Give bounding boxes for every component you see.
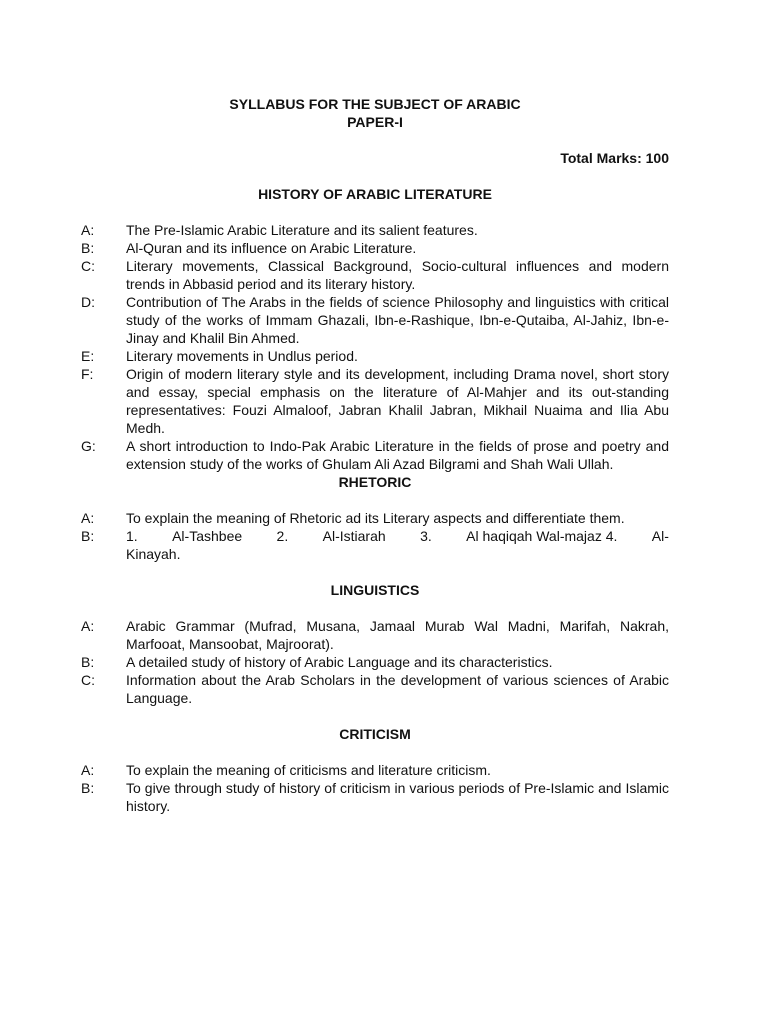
item-label: A: bbox=[81, 510, 95, 526]
section-heading-history: HISTORY OF ARABIC LITERATURE bbox=[258, 186, 492, 202]
item-label: C: bbox=[81, 258, 95, 274]
section-heading-linguistics: LINGUISTICS bbox=[330, 582, 420, 598]
item-text: A short introduction to Indo-Pak Arabic Literature in the fields of prose and poetry and extension study of the works of Ghulam Ali Azad Bilgrami and Shah Wali Ullah. bbox=[126, 438, 669, 472]
item-label: E: bbox=[81, 348, 95, 364]
item-label: C: bbox=[81, 672, 95, 688]
item-label: A: bbox=[81, 762, 95, 778]
list-item bbox=[81, 509, 669, 527]
paper-title: PAPER-I bbox=[347, 114, 403, 130]
section-heading-criticism: CRITICISM bbox=[339, 726, 411, 742]
rhetoric-topics-line bbox=[126, 527, 669, 545]
item-label: B: bbox=[81, 240, 95, 256]
list-item bbox=[81, 365, 669, 437]
item-label: G: bbox=[81, 438, 96, 454]
list-item bbox=[81, 257, 669, 293]
item-text: Contribution of The Arabs in the fields of science Philosophy and linguistics with critical study of the works of Immam Ghazali, Ibn-e-Rashique, Ibn-e-Qutaiba, Al-Jahiz, Ibn-e-Jinay and Khalil Bin Ahmed. bbox=[126, 294, 669, 346]
list-item bbox=[81, 347, 669, 365]
topic-part: 1. bbox=[126, 528, 138, 544]
list-item bbox=[81, 239, 669, 257]
item-text: Origin of modern literary style and its development, including Drama novel, short story and essay, special emphasis on the literature of Al-Mahjer and its out-standing representatives: Fouzi Almaloof, Jabran Khalil Jabran, Mikhail Nuaima and Ilia Abu Medh. bbox=[126, 366, 669, 436]
item-text bbox=[126, 527, 669, 563]
item-text: Literary movements in Undlus period. bbox=[126, 348, 358, 364]
list-item bbox=[81, 671, 669, 707]
item-text: A detailed study of history of Arabic Language and its characteristics. bbox=[126, 654, 553, 670]
topic-line2: Kinayah. bbox=[126, 546, 181, 562]
item-text: To give through study of history of criticism in various periods of Pre-Islamic and Islamic history. bbox=[126, 780, 669, 814]
list-item bbox=[81, 221, 669, 239]
item-label: F: bbox=[81, 366, 94, 382]
list-item bbox=[81, 653, 669, 671]
document-title: SYLLABUS FOR THE SUBJECT OF ARABIC bbox=[229, 96, 521, 112]
item-text: Literary movements, Classical Background, Socio-cultural influences and modern trends in Abbasid period and its literary history. bbox=[126, 258, 669, 292]
criticism-list bbox=[81, 761, 669, 815]
topic-part: Al haqiqah Wal-majaz 4. bbox=[466, 528, 618, 544]
section-heading-rhetoric: RHETORIC bbox=[338, 474, 412, 490]
topic-part: Al- bbox=[651, 528, 669, 544]
history-list bbox=[81, 221, 669, 473]
topic-part: 2. bbox=[276, 528, 289, 544]
list-item bbox=[81, 437, 669, 473]
linguistics-list bbox=[81, 617, 669, 707]
total-marks: Total Marks: 100 bbox=[560, 150, 669, 166]
rhetoric-list bbox=[81, 509, 669, 563]
topic-part: Al-Istiarah bbox=[322, 528, 386, 544]
topic-part: 3. bbox=[420, 528, 432, 544]
topic-part: Al-Tashbee bbox=[172, 528, 243, 544]
item-label: B: bbox=[81, 528, 95, 544]
item-label: B: bbox=[81, 654, 95, 670]
syllabus-document bbox=[81, 95, 669, 815]
item-text: The Pre-Islamic Arabic Literature and its salient features. bbox=[126, 222, 478, 238]
item-text: To explain the meaning of Rhetoric ad its Literary aspects and differentiate them. bbox=[126, 510, 625, 526]
item-text: Arabic Grammar (Mufrad, Musana, Jamaal Murab Wal Madni, Marifah, Nakrah, Marfooat, Mansoobat, Majroorat). bbox=[126, 618, 669, 652]
list-item bbox=[81, 761, 669, 779]
list-item bbox=[81, 779, 669, 815]
item-label: B: bbox=[81, 780, 95, 796]
list-item bbox=[81, 617, 669, 653]
list-item bbox=[81, 527, 669, 563]
item-label: D: bbox=[81, 294, 95, 310]
item-text: Information about the Arab Scholars in the development of various sciences of Arabic Language. bbox=[126, 672, 669, 706]
item-text: To explain the meaning of criticisms and literature criticism. bbox=[126, 762, 491, 778]
item-text: Al-Quran and its influence on Arabic Literature. bbox=[126, 240, 417, 256]
item-label: A: bbox=[81, 618, 95, 634]
item-label: A: bbox=[81, 222, 95, 238]
list-item bbox=[81, 293, 669, 347]
